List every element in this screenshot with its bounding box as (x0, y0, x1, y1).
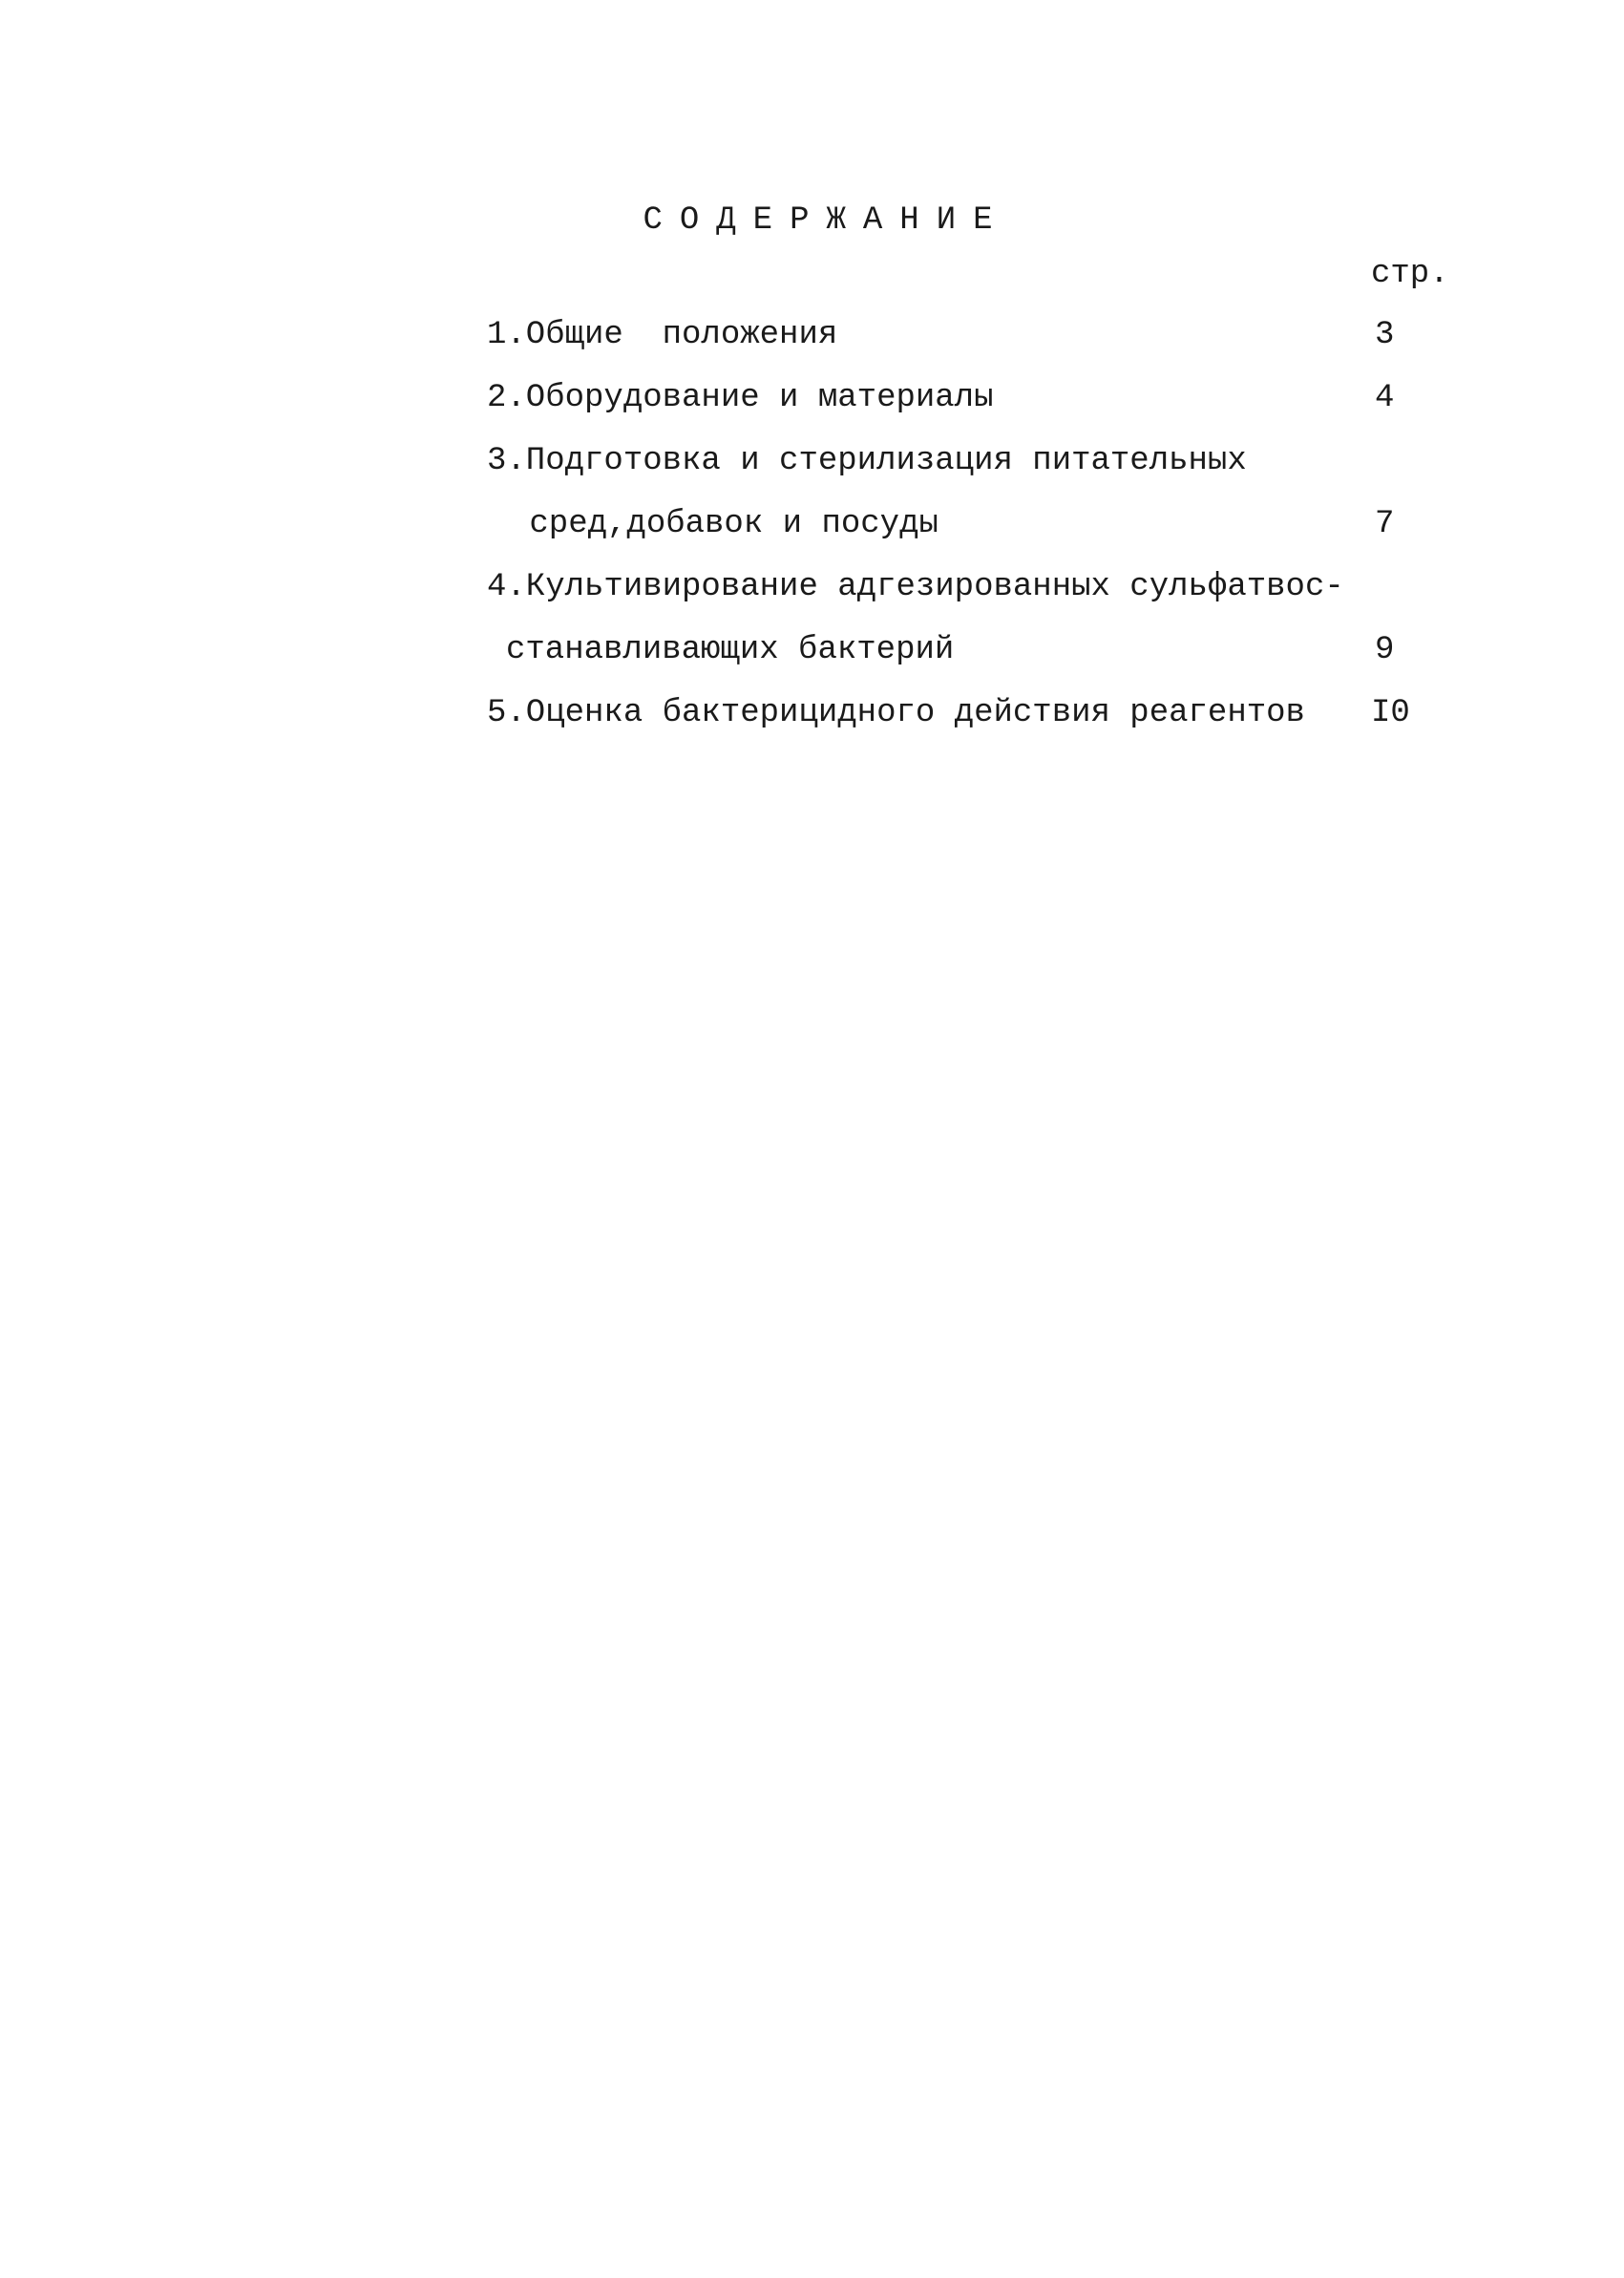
toc-entry-4-line-1: 4.Культивирование адгезированных сульфатвос- (487, 569, 1344, 605)
page-number-column-header: стр. (1371, 256, 1449, 292)
toc-entry-3-line-2: сред,добавок и посуды (510, 506, 939, 542)
toc-entry-1-line-1: 1.Общие положения (487, 317, 838, 353)
toc-entry-4-line-2: станавливающих бактерий (506, 632, 955, 668)
toc-entry-3-line-1: 3.Подготовка и стерилизация питательных (487, 443, 1247, 479)
page-title: СОДЕРЖАНИЕ (643, 202, 1010, 239)
toc-entry-1-page: 3 (1375, 317, 1395, 353)
toc-entry-2-page: 4 (1375, 380, 1395, 416)
toc-entry-5-page: I0 (1371, 695, 1410, 731)
toc-entry-4-page: 9 (1375, 632, 1395, 668)
toc-entry-5-line-1: 5.Оценка бактерицидного действия реагентов (487, 695, 1305, 731)
toc-entry-3-page: 7 (1375, 506, 1395, 542)
toc-entry-2-line-1: 2.Оборудование и материалы (487, 380, 994, 416)
